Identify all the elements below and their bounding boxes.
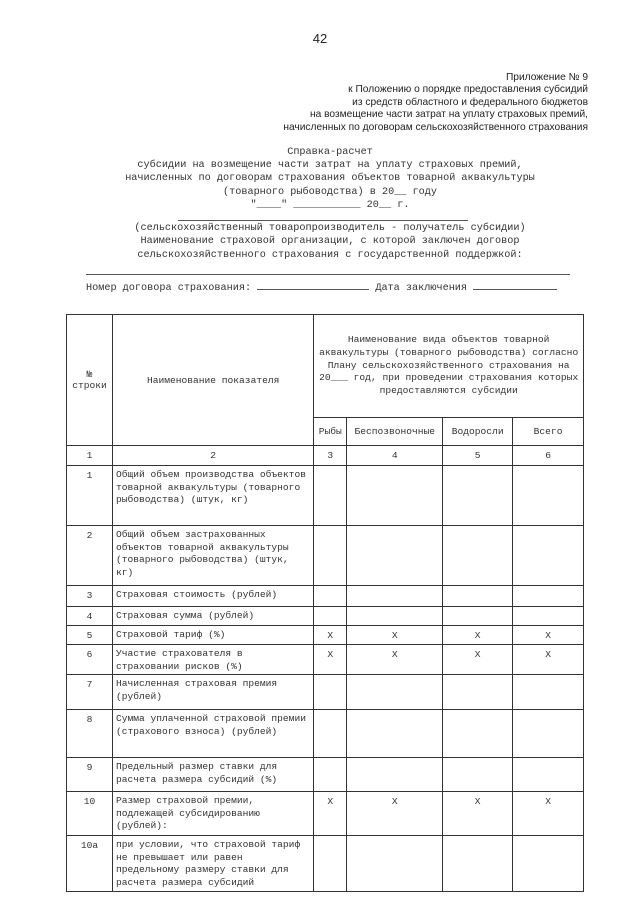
recipient-name-line — [178, 220, 468, 221]
row-number: 2 — [67, 526, 113, 586]
value-cell[interactable] — [314, 710, 347, 758]
row-number: 9 — [67, 758, 113, 792]
row-number: 6 — [67, 645, 113, 675]
contract-date-label: Дата заключения — [375, 283, 468, 294]
row-number: 8 — [67, 710, 113, 758]
row-number: 5 — [67, 626, 113, 645]
not-applicable-cell: Х — [513, 792, 584, 836]
contract-line — [86, 280, 557, 294]
value-cell[interactable] — [513, 466, 584, 526]
heading-line: начисленных по договорам страхования объектов товарной аквакультуры — [125, 173, 535, 185]
value-cell[interactable] — [513, 586, 584, 607]
not-applicable-cell: Х — [513, 645, 584, 675]
indicator-name-header: Наименование показателя — [112, 315, 313, 446]
value-cell[interactable] — [443, 526, 513, 586]
not-applicable-cell: Х — [347, 626, 443, 645]
column-number: 5 — [443, 446, 513, 466]
value-cell[interactable] — [443, 675, 513, 710]
indicator-name: Общий объем производства объектов товарной аквакультуры (товарного рыбоводства) (штук, кг) — [112, 466, 313, 526]
date-line: "____" ___________ 20__ г. — [250, 199, 410, 211]
value-cell[interactable] — [443, 758, 513, 792]
page-number: 42 — [312, 31, 328, 46]
indicator-name: Страховая стоимость (рублей) — [112, 586, 313, 607]
appendix-line: к Положению о порядке предоставления субсидий — [348, 84, 588, 96]
table-row — [67, 586, 584, 607]
value-cell[interactable] — [513, 675, 584, 710]
heading-line: (товарного рыбоводства) в 20__ году — [223, 186, 437, 198]
column-number: 3 — [314, 446, 347, 466]
entity-block — [0, 222, 640, 262]
table-row — [67, 758, 584, 792]
row-number: 3 — [67, 586, 113, 607]
value-cell[interactable] — [314, 758, 347, 792]
heading-line: субсидии на возмещение части затрат на уплату страховых премий, — [137, 160, 523, 172]
table-row — [67, 792, 584, 836]
row-number: 10 — [67, 792, 113, 836]
indicator-name: Участие страхователя в страховании рисков (%) — [112, 645, 313, 675]
value-cell[interactable] — [314, 607, 347, 626]
value-cell[interactable] — [513, 710, 584, 758]
column-header-total: Всего — [513, 418, 584, 446]
value-cell[interactable] — [314, 675, 347, 710]
table-row — [67, 645, 584, 675]
table-row — [67, 710, 584, 758]
value-cell[interactable] — [513, 836, 584, 892]
value-cell[interactable] — [443, 466, 513, 526]
indicator-name: Сумма уплаченной страховой премии (страхового взноса) (рублей) — [112, 710, 313, 758]
value-cell[interactable] — [347, 758, 443, 792]
column-header-invertebrates: Беспозвоночные — [347, 418, 443, 446]
table-row — [67, 626, 584, 645]
table-row — [67, 526, 584, 586]
not-applicable-cell: Х — [443, 626, 513, 645]
entity-line: Наименование страховой организации, с которой заключен договор — [140, 236, 520, 248]
value-cell[interactable] — [443, 836, 513, 892]
value-cell[interactable] — [347, 607, 443, 626]
indicator-name: Предельный размер ставки для расчета размера субсидий (%) — [112, 758, 313, 792]
value-cell[interactable] — [513, 526, 584, 586]
not-applicable-cell: Х — [443, 645, 513, 675]
column-header-fish: Рыбы — [314, 418, 347, 446]
value-cell[interactable] — [443, 710, 513, 758]
value-cell[interactable] — [443, 607, 513, 626]
not-applicable-cell: Х — [314, 645, 347, 675]
value-cell[interactable] — [314, 836, 347, 892]
row-number: 7 — [67, 675, 113, 710]
column-numbers-row — [67, 446, 584, 466]
not-applicable-cell: Х — [347, 645, 443, 675]
table-row — [67, 675, 584, 710]
not-applicable-cell: Х — [443, 792, 513, 836]
document-heading — [0, 146, 640, 212]
appendix-line: начисленных по договорам сельскохозяйственного страхования — [283, 121, 588, 133]
insurer-name-line — [86, 274, 570, 275]
document-title: Справка-расчет — [287, 147, 373, 158]
appendix-line: из средств областного и федерального бюджетов — [352, 96, 588, 108]
indicator-name: Страховая сумма (рублей) — [112, 607, 313, 626]
column-number: 2 — [112, 446, 313, 466]
column-number: 6 — [513, 446, 584, 466]
value-cell[interactable] — [443, 586, 513, 607]
value-cell[interactable] — [513, 607, 584, 626]
indicator-name: Начисленная страховая премия (рублей) — [112, 675, 313, 710]
table-row — [67, 466, 584, 526]
row-number: 1 — [67, 466, 113, 526]
value-cell[interactable] — [347, 466, 443, 526]
row-number: 4 — [67, 607, 113, 626]
indicator-name: Страховой тариф (%) — [112, 626, 313, 645]
value-cell[interactable] — [513, 758, 584, 792]
appendix-header — [283, 72, 588, 134]
value-cell[interactable] — [347, 836, 443, 892]
value-cell[interactable] — [314, 466, 347, 526]
value-cell[interactable] — [314, 586, 347, 607]
value-cell[interactable] — [314, 526, 347, 586]
recipient-caption: (сельскохозяйственный товаропроизводитель - получатель субсидии) — [134, 223, 526, 234]
column-header-algae: Водоросли — [443, 418, 513, 446]
report-table — [66, 314, 584, 892]
not-applicable-cell: Х — [314, 792, 347, 836]
value-cell[interactable] — [347, 710, 443, 758]
contract-number-label: Номер договора страхования: — [86, 283, 252, 294]
entity-line: сельскохозяйственного страхования с государственной поддержкой: — [137, 249, 523, 261]
value-cell[interactable] — [347, 675, 443, 710]
contract-number-field[interactable] — [257, 280, 369, 290]
row-number: 10а — [67, 836, 113, 892]
column-number: 1 — [67, 446, 113, 466]
contract-date-field[interactable] — [473, 280, 557, 290]
appendix-line: на возмещение части затрат на уплату страховых премий, — [310, 109, 588, 121]
value-cell[interactable] — [347, 586, 443, 607]
not-applicable-cell: Х — [314, 626, 347, 645]
object-type-group-header: Наименование вида объектов товарной аквакультуры (товарного рыбоводства) согласно Плану сельскохозяйственного страхования на 20___ год, при проведении страхования которых предоставляются субсидии — [314, 315, 584, 418]
not-applicable-cell: Х — [513, 626, 584, 645]
indicator-name: Общий объем застрахованных объектов товарной аквакультуры (товарного рыбоводства) (штук, кг) — [112, 526, 313, 586]
table-row — [67, 607, 584, 626]
column-number: 4 — [347, 446, 443, 466]
indicator-name: Размер страховой премии, подлежащей субсидированию (рублей): — [112, 792, 313, 836]
not-applicable-cell: Х — [347, 792, 443, 836]
row-number-header: № строки — [67, 315, 113, 446]
value-cell[interactable] — [347, 526, 443, 586]
table-row — [67, 836, 584, 892]
appendix-line: Приложение № 9 — [505, 72, 588, 83]
indicator-name: при условии, что страховой тариф не превышает или равен предельному размеру ставки для расчета размера субсидий — [112, 836, 313, 892]
